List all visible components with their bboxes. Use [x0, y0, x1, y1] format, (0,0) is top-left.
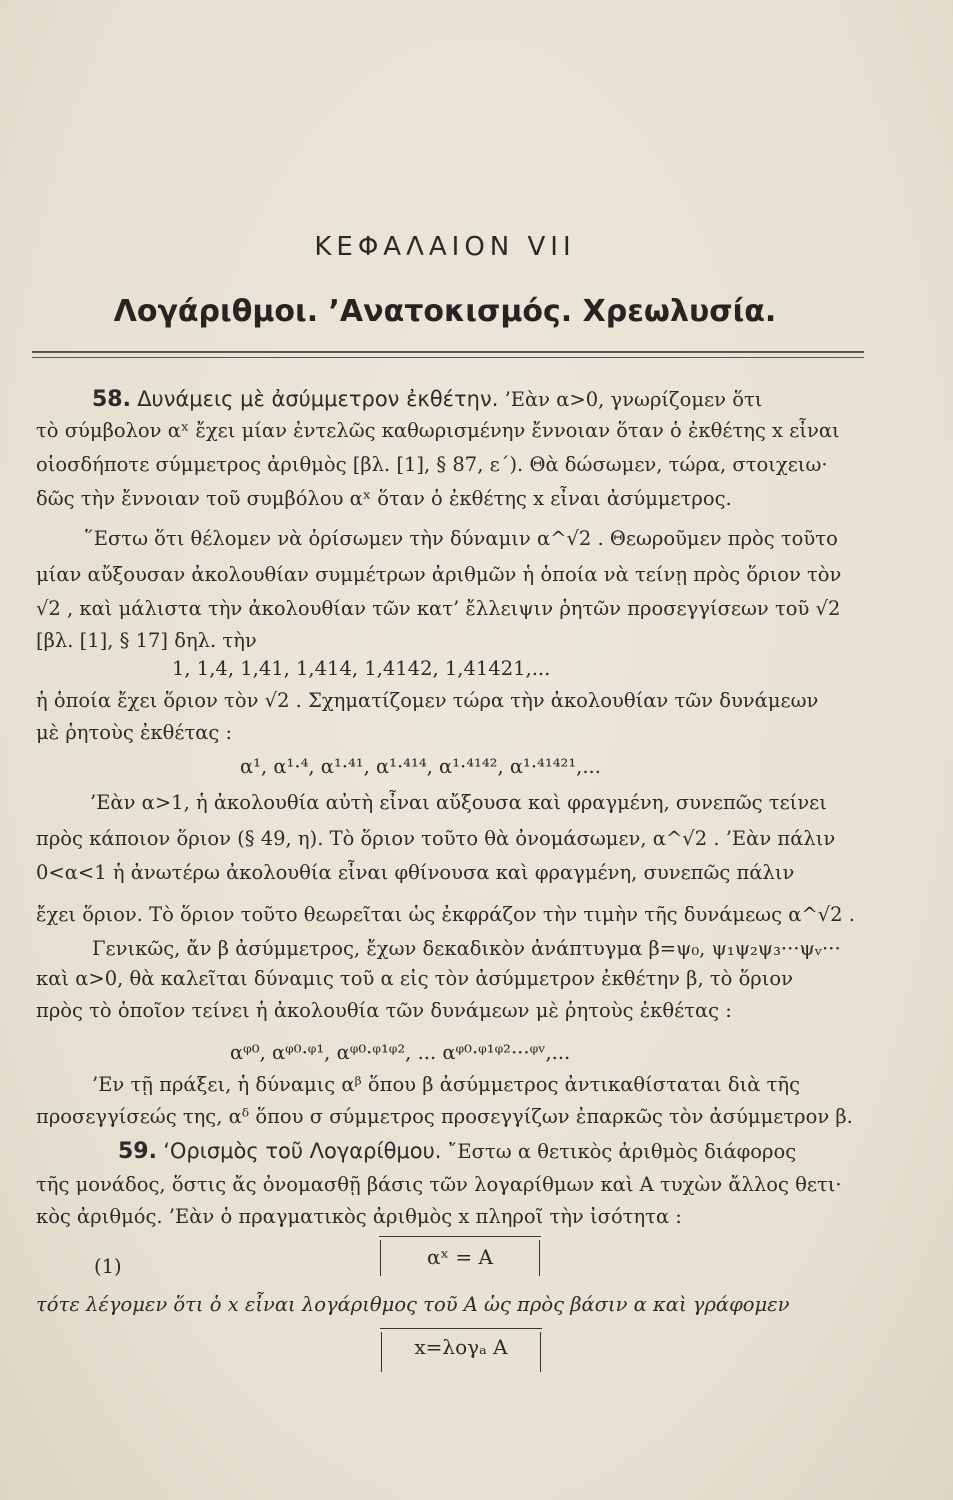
paragraph-line: προσεγγίσεώς της, αᵟ ὅπου σ σύμμετρος προσεγγίζων ἐπαρκῶς τὸν ἀσύμμετρον β. — [36, 1105, 853, 1128]
paragraph-line: ἡ ὁποία ἔχει ὅριον τὸν √2 . Σχηματίζομεν τώρα τὴν ἀκολουθίαν τῶν δυνάμεων — [36, 689, 819, 712]
section-number: 59. — [118, 1139, 157, 1164]
section-heading: ‘Ορισμὸς τοῦ Λογαρίθμου. — [163, 1139, 442, 1163]
equation-box — [380, 1240, 540, 1276]
paragraph-line: τότε λέγομεν ὅτι ὁ x εἶναι λογάριθμος τοῦ A ὡς πρὸς βάσιν α καὶ γράφομεν — [36, 1293, 790, 1316]
paragraph-line: πρὸς τὸ ὁποῖον τείνει ἡ ἀκολουθία τῶν δυνάμεων μὲ ῥητοὺς ἐκθέτας : — [36, 999, 732, 1022]
sequence-line: 1, 1,4, 1,41, 1,414, 1,4142, 1,41421,... — [172, 657, 551, 680]
equation: x=λογₐ A — [414, 1335, 508, 1359]
paragraph-line: √2 , καὶ μάλιστα τὴν ἀκολουθίαν τῶν κατ’ ἔλλειψιν ῥητῶν προσεγγίσεων τοῦ √2 — [36, 597, 841, 620]
powers-row: αᵠ⁰, αᵠ⁰·ᵠ¹, αᵠ⁰·ᵠ¹ᵠ², ... αᵠ⁰·ᵠ¹ᵠ²···ᵠᵛ,... — [230, 1041, 571, 1064]
chapter-title: Λογάριθμοι. ’Ανατοκισμός. Χρεωλυσία. — [113, 294, 777, 329]
equation-number: (1) — [94, 1255, 122, 1278]
section-58-heading-line — [92, 386, 872, 413]
powers-row: α¹, α¹·⁴, α¹·⁴¹, α¹·⁴¹⁴, α¹·⁴¹⁴², α¹·⁴¹⁴²¹,... — [240, 755, 601, 778]
equation-box-top-rule — [379, 1236, 541, 1237]
paragraph-line: ’Εν τῇ πράξει, ἡ δύναμις αᵝ ὅπου β ἀσύμμετρος ἀντικαθίσταται διὰ τῆς — [92, 1073, 801, 1096]
paragraph-line: δῶς τὴν ἔννοιαν τοῦ συμβόλου αˣ ὅταν ὁ ἐκθέτης x εἶναι ἀσύμμετρος. — [36, 487, 732, 510]
equation-box — [381, 1332, 541, 1372]
paragraph-line: τῆς μονάδος, ὅστις ἄς ὀνομασθῇ βάσις τῶν λογαρίθμων καὶ A τυχὼν ἄλλος θετι· — [36, 1173, 842, 1196]
equation-box-top-rule — [380, 1328, 542, 1329]
section-59-heading-line — [118, 1138, 874, 1165]
divider — [32, 357, 864, 358]
paragraph-line: μίαν αὔξουσαν ἀκολουθίαν συμμέτρων ἀριθμῶν ἡ ὁποία νὰ τείνῃ πρὸς ὅριον τὸν — [36, 563, 842, 586]
paragraph-line: πρὸς κάποιον ὅριον (§ 49, η). Τὸ ὅριον τοῦτο θὰ ὀνομάσωμεν, α^√2 . ’Εὰν πάλιν — [36, 827, 836, 850]
paragraph-line: τὸ σύμβολον αˣ ἔχει μίαν ἐντελῶς καθωρισμένην ἔννοιαν ὅταν ὁ ἐκθέτης x εἶναι — [36, 419, 840, 442]
chapter-label: ΚΕΦΑΛΑΙΟΝ VII — [314, 232, 576, 262]
paragraph-line: ’Εὰν α>0, γνωρίζομεν ὅτι — [504, 388, 763, 411]
section-heading: Δυνάμεις μὲ ἀσύμμετρον ἐκθέτην. — [137, 387, 499, 411]
paragraph-line: μὲ ῥητοὺς ἐκθέτας : — [36, 721, 233, 744]
paragraph-line: οἱοσδήποτε σύμμετρος ἀριθμὸς [βλ. [1], § 87, ε΄). Θὰ δώσωμεν, τώρα, στοιχειω· — [36, 453, 828, 476]
paragraph-line: ῎Εστω α θετικὸς ἀριθμὸς διάφορος — [447, 1140, 797, 1163]
paragraph-line: ’Εὰν α>1, ἡ ἀκολουθία αὐτὴ εἶναι αὔξουσα καὶ φραγμένη, συνεπῶς τείνει — [90, 791, 827, 814]
paragraph-line: ῞Εστω ὅτι θέλομεν νὰ ὁρίσωμεν τὴν δύναμιν α^√2 . Θεωροῦμεν πρὸς τοῦτο — [84, 527, 838, 550]
paragraph-line: Γενικῶς, ἄν β ἀσύμμετρος, ἔχων δεκαδικὸν ἀνάπτυγμα β=ψ₀, ψ₁ψ₂ψ₃···ψᵥ··· — [92, 937, 841, 960]
section-number: 58. — [92, 387, 131, 412]
divider — [32, 351, 864, 353]
paragraph-line: κὸς ἀριθμός. ’Εὰν ὁ πραγματικὸς ἀριθμὸς x πληροῖ τὴν ἰσότητα : — [36, 1205, 682, 1228]
paragraph-line: 0<α<1 ἡ ἀνωτέρω ἀκολουθία εἶναι φθίνουσα καὶ φραγμένη, συνεπῶς πάλιν — [36, 861, 795, 884]
paragraph-line: [βλ. [1], § 17] δηλ. τὴν — [36, 629, 257, 652]
equation: αˣ = A — [427, 1245, 493, 1269]
paragraph-line: καὶ α>0, θὰ καλεῖται δύναμις τοῦ α εἰς τὸν ἀσύμμετρον ἐκθέτην β, τὸ ὅριον — [36, 967, 794, 990]
paragraph-line: ἔχει ὅριον. Τὸ ὅριον τοῦτο θεωρεῖται ὡς ἐκφράζον τὴν τιμὴν τῆς δυνάμεως α^√2 . — [36, 903, 855, 926]
